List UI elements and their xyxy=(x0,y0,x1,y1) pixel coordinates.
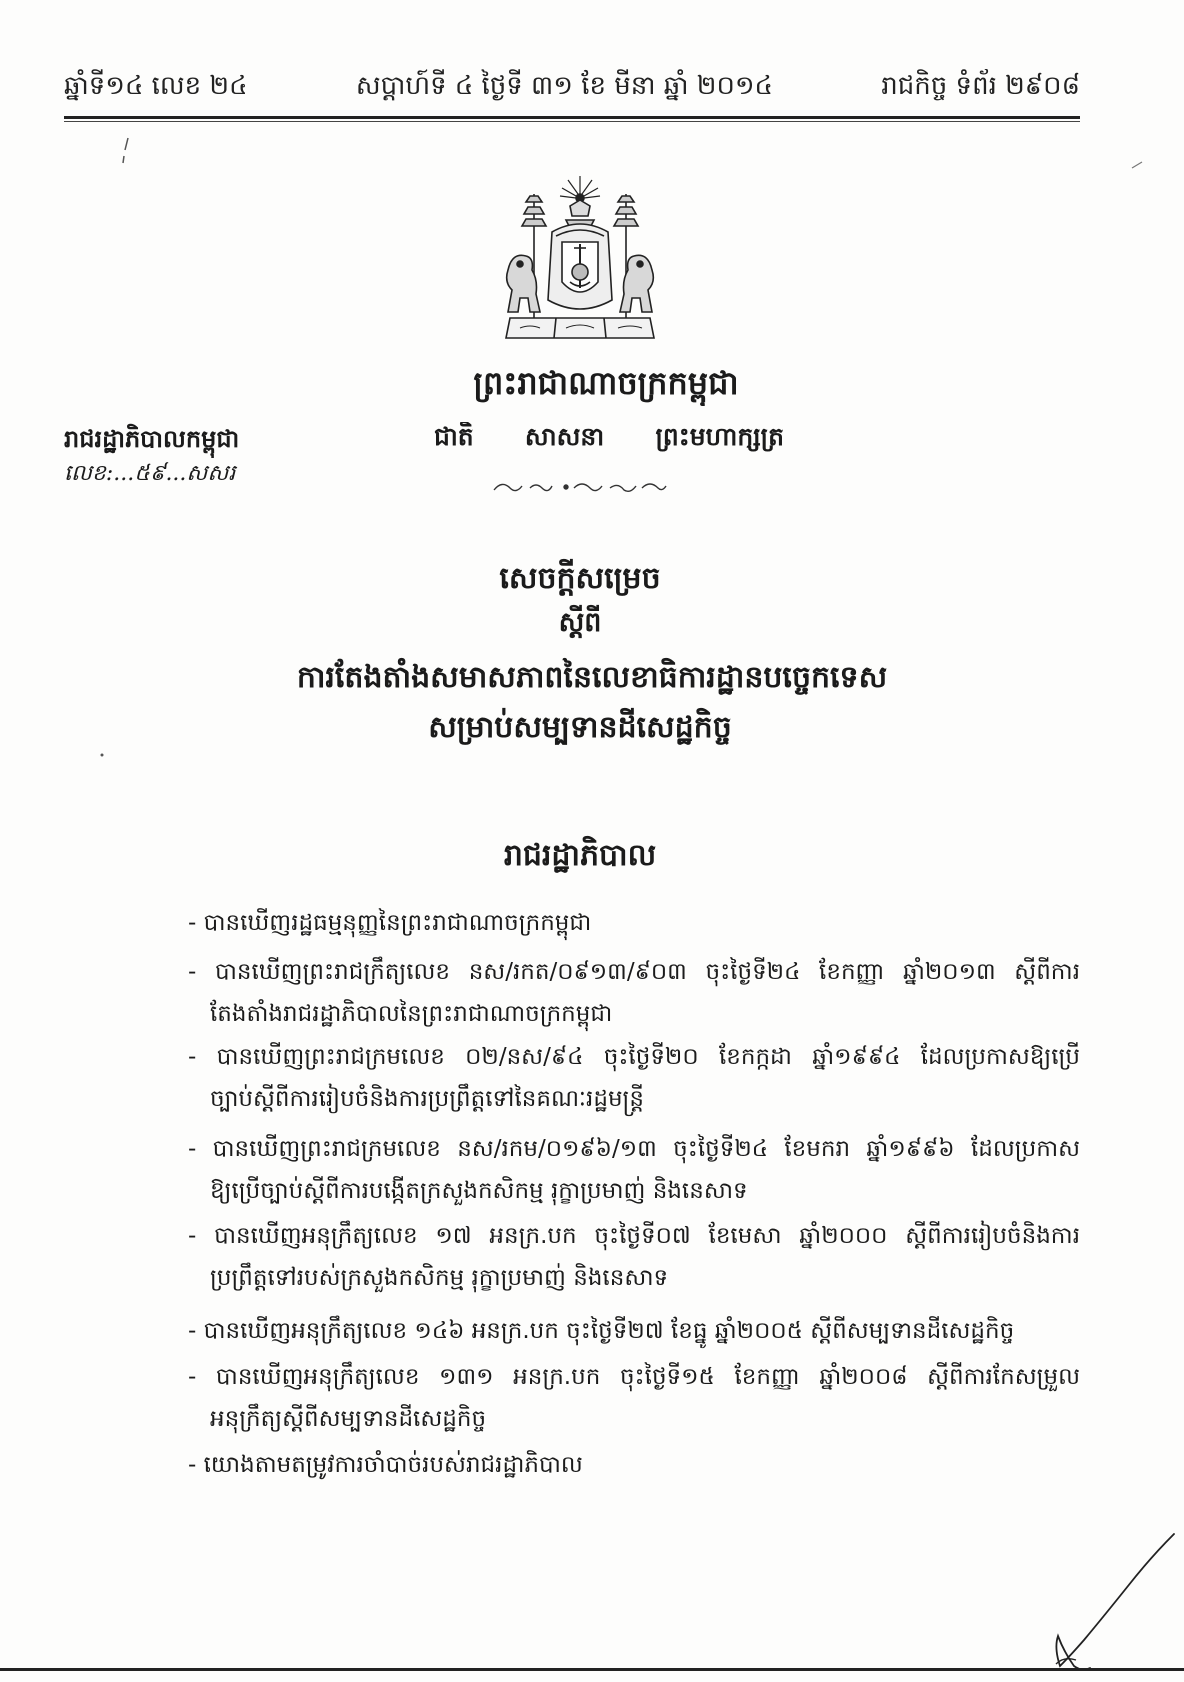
header-rule xyxy=(64,116,1080,119)
preamble-line: តែងតាំងរាជរដ្ឋាភិបាលនៃព្រះរាជាណាចក្រកម្ពុជា xyxy=(210,1001,613,1027)
preamble-item xyxy=(188,1036,1080,1120)
ornament-divider-icon xyxy=(490,476,670,498)
preamble-item xyxy=(188,951,1080,1035)
gazette-date: សប្តាហ៍ទី ៤ ថ្ងៃទី ៣១ ខែ មីនា ឆ្នាំ ២០១៤ xyxy=(355,71,773,101)
document-type: សេចក្តីសម្រេច xyxy=(499,561,661,596)
preamble-line: - បានឃើញអនុក្រឹត្យលេខ ១៤៦ អនក្រ.បក ចុះថ្ងៃទី២៧ ខែធ្នូ ឆ្នាំ២០០៥ ស្តីពីសម្បទានដីសេដ្ឋកិច្ច xyxy=(188,1318,1015,1344)
document-title-line-1: ការតែងតាំងសមាសភាពនៃលេខាធិការដ្ឋានបច្ចេកទេស xyxy=(296,660,888,695)
document-title-line-2: សម្រាប់សម្បទានដីសេដ្ឋកិច្ច xyxy=(428,710,732,745)
preamble-line: ឱ្យប្រើច្បាប់ស្តីពីការបង្កើតក្រសួងកសិកម្ម រុក្ខាប្រមាញ់ និងនេសាទ xyxy=(210,1178,748,1204)
preamble-line: - បានឃើញអនុក្រឹត្យលេខ ១៣១ អនក្រ.បក ចុះថ្ងៃទី១៥ ខែកញ្ញា ឆ្នាំ២០០៨ ស្តីពីការកែសម្រួល xyxy=(188,1364,1080,1390)
preamble-item xyxy=(188,902,1080,944)
preamble-line: អនុក្រឹត្យស្តីពីសម្បទានដីសេដ្ឋកិច្ច xyxy=(210,1406,487,1432)
issuer-name: រាជរដ្ឋាភិបាលកម្ពុជា xyxy=(64,424,240,453)
preamble-line: - បានឃើញអនុក្រឹត្យលេខ ១៧ អនក្រ.បក ចុះថ្ងៃទី០៧ ខែមេសា ឆ្នាំ២០០០ ស្តីពីការរៀបចំនិងការ xyxy=(188,1223,1080,1249)
scan-mark xyxy=(99,752,105,758)
scan-mark xyxy=(118,136,134,166)
preamble-line: ប្រព្រឹត្តទៅរបស់ក្រសួងកសិកម្ម រុក្ខាប្រមាញ់ និងនេសាទ xyxy=(210,1265,669,1291)
preamble-line: - បានឃើញព្រះរាជក្រឹត្យលេខ នស/រកត/០៩១៣/៩០៣ ចុះថ្ងៃទី២៤ ខែកញ្ញា ឆ្នាំ២០១៣ ស្តីពីការ xyxy=(188,959,1080,985)
signature-icon xyxy=(1030,1528,1180,1674)
decision-number: លេខ:...៥៩...សសរ xyxy=(64,461,236,486)
preamble-line: - បានឃើញរដ្ឋធម្មនុញ្ញនៃព្រះរាជាណាចក្រកម្ពុជា xyxy=(188,910,592,936)
preamble-line: ច្បាប់ស្តីពីការរៀបចំនិងការប្រព្រឹត្តទៅនៃគណៈរដ្ឋមន្ត្រី xyxy=(210,1086,645,1112)
preamble-item xyxy=(188,1444,1080,1486)
issuing-authority: រាជរដ្ឋាភិបាល xyxy=(503,838,657,873)
title-about: ស្តីពី xyxy=(558,607,602,638)
coat-of-arms-icon xyxy=(490,172,670,352)
motto-king: ព្រះមហាក្សត្រ xyxy=(655,422,784,451)
page-bottom-rule xyxy=(0,1668,1184,1671)
national-motto xyxy=(434,420,784,460)
gazette-issue: ឆ្នាំទី១៤ លេខ ២៤ xyxy=(64,71,248,101)
preamble-line: - បានឃើញព្រះរាជក្រមលេខ នស/រកម/០១៩៦/១៣ ចុះថ្ងៃទី២៤ ខែមករា ឆ្នាំ១៩៩៦ ដែលប្រកាស xyxy=(188,1136,1080,1162)
preamble-line: - យោងតាមតម្រូវការចាំបាច់របស់រាជរដ្ឋាភិបាល xyxy=(188,1452,583,1478)
gazette-header xyxy=(64,66,1080,110)
preamble-item xyxy=(188,1128,1080,1212)
motto-nation: ជាតិ xyxy=(434,422,474,451)
preamble-item xyxy=(188,1310,1080,1352)
kingdom-heading: ព្រះរាជាណាចក្រកម្ពុជា xyxy=(473,364,739,402)
header-rule-thin xyxy=(64,121,1080,122)
motto-religion: សាសនា xyxy=(524,422,605,451)
preamble-item xyxy=(188,1215,1080,1299)
preamble-item xyxy=(188,1356,1080,1440)
scan-mark xyxy=(1130,160,1144,170)
preamble-line: - បានឃើញព្រះរាជក្រមលេខ ០២/នស/៩៤ ចុះថ្ងៃទី២០ ខែកក្កដា ឆ្នាំ១៩៩៤ ដែលប្រកាសឱ្យប្រើ xyxy=(188,1044,1080,1070)
gazette-page: រាជកិច្ច ទំព័រ ២៩០៨ xyxy=(881,71,1080,101)
